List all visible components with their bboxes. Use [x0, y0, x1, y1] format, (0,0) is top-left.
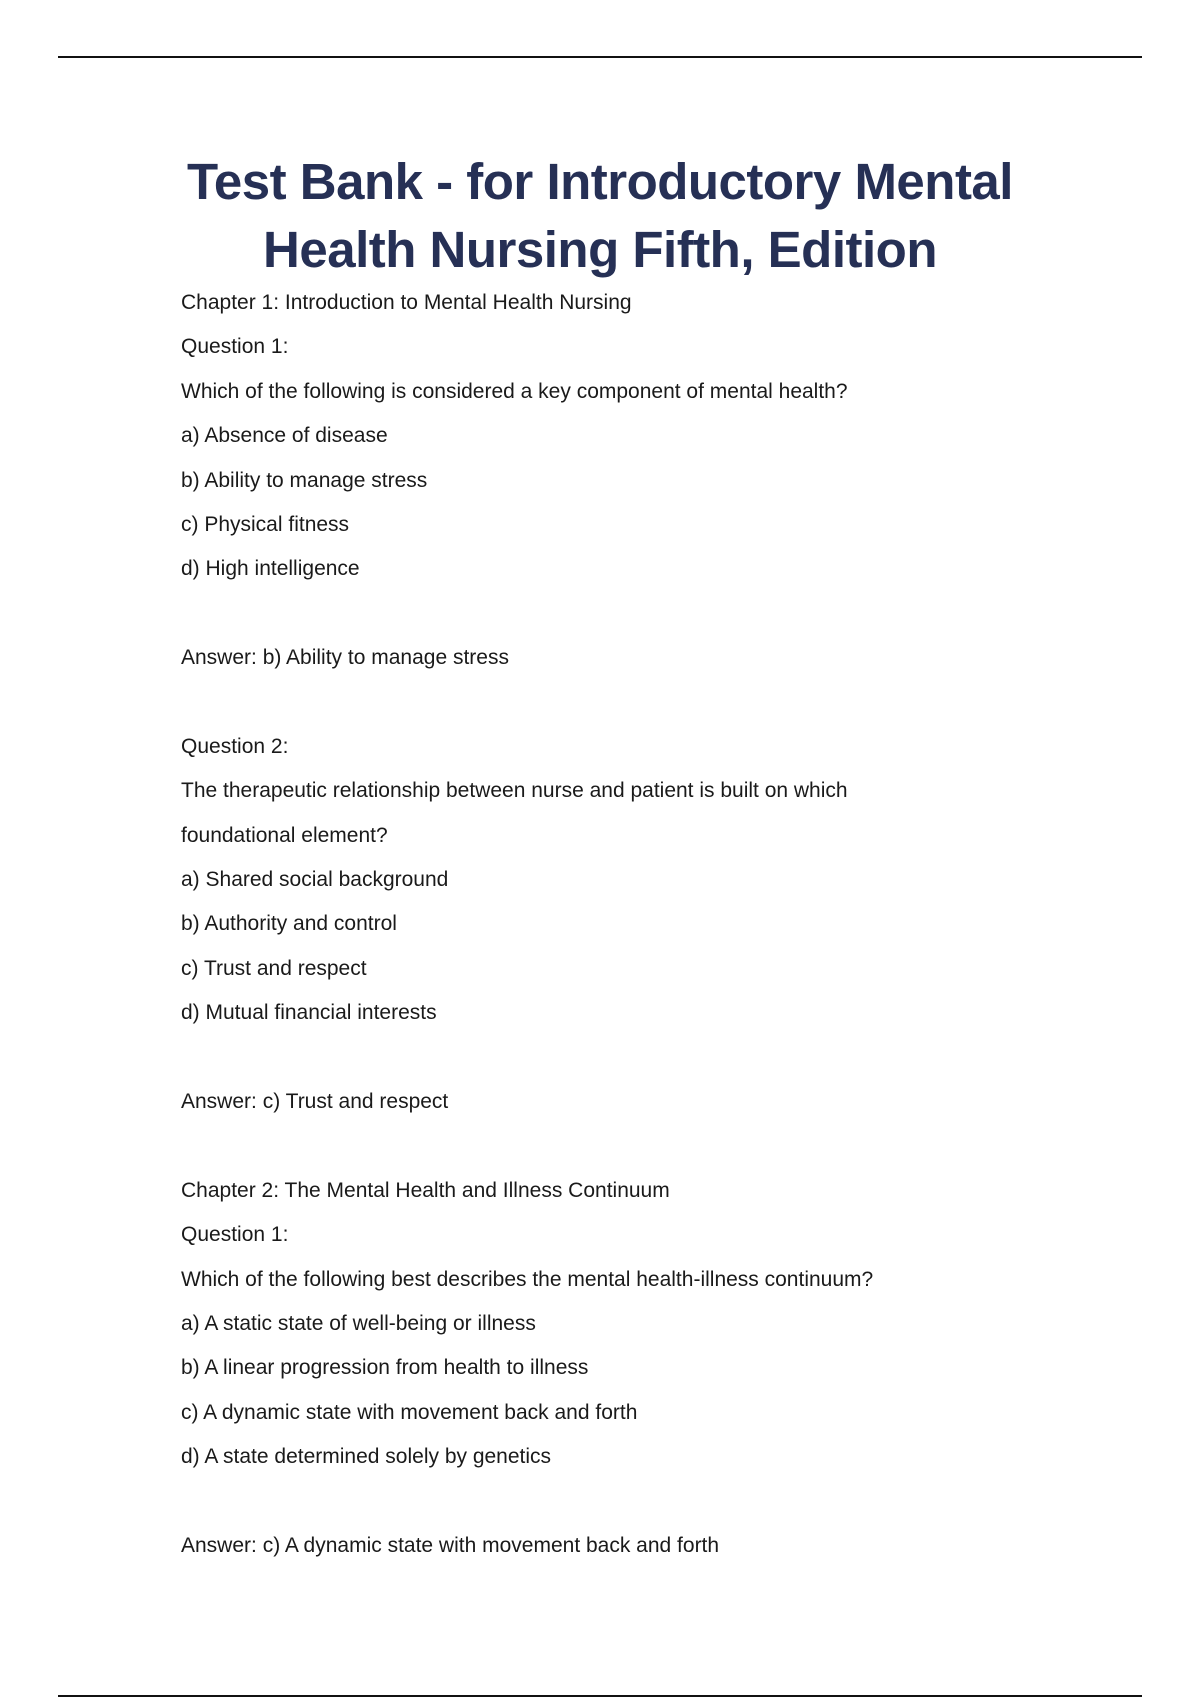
document-body [181, 281, 1081, 1568]
answer-key: Answer: c) A dynamic state with movement back and forth [181, 1533, 720, 1557]
top-rule [58, 56, 1142, 58]
answer-key: Answer: b) Ability to manage stress [181, 646, 509, 670]
answer-option: b) A linear progression from health to illness [181, 1356, 589, 1380]
answer-option: a) A static state of well-being or illness [181, 1311, 536, 1335]
title-line-1: Test Bank - for Introductory Mental [187, 153, 1013, 210]
answer-option: a) Shared social background [181, 868, 449, 892]
answer-key: Answer: c) Trust and respect [181, 1090, 449, 1114]
spacer [181, 592, 1081, 636]
chapter-heading: Chapter 2: The Mental Health and Illness Continuum [181, 1178, 670, 1202]
question-label: Question 1: [181, 335, 289, 359]
question-label: Question 1: [181, 1223, 289, 1247]
spacer [181, 1036, 1081, 1080]
spacer [181, 681, 1081, 725]
answer-option: b) Authority and control [181, 912, 397, 936]
spacer [181, 1480, 1081, 1524]
answer-option: d) High intelligence [181, 557, 360, 581]
document-title [150, 148, 1050, 284]
chapter-heading: Chapter 1: Introduction to Mental Health Nursing [181, 291, 632, 314]
answer-option: d) A state determined solely by genetics [181, 1445, 552, 1469]
title-line-2: Health Nursing Fifth, Edition [263, 221, 937, 278]
answer-option: a) Absence of disease [181, 424, 388, 448]
bottom-rule [58, 1695, 1142, 1697]
question-text: Which of the following best describes the mental health-illness continuum? [181, 1267, 874, 1291]
spacer [181, 1124, 1081, 1168]
question-text: Which of the following is considered a key component of mental health? [181, 379, 848, 403]
answer-option: d) Mutual financial interests [181, 1001, 437, 1025]
answer-option: b) Ability to manage stress [181, 468, 428, 492]
question-text: foundational element? [181, 823, 388, 847]
answer-option: c) A dynamic state with movement back and forth [181, 1400, 638, 1424]
question-label: Question 2: [181, 734, 289, 758]
answer-option: c) Trust and respect [181, 956, 367, 980]
answer-option: c) Physical fitness [181, 512, 350, 536]
question-text: The therapeutic relationship between nurse and patient is built on which [181, 779, 848, 803]
